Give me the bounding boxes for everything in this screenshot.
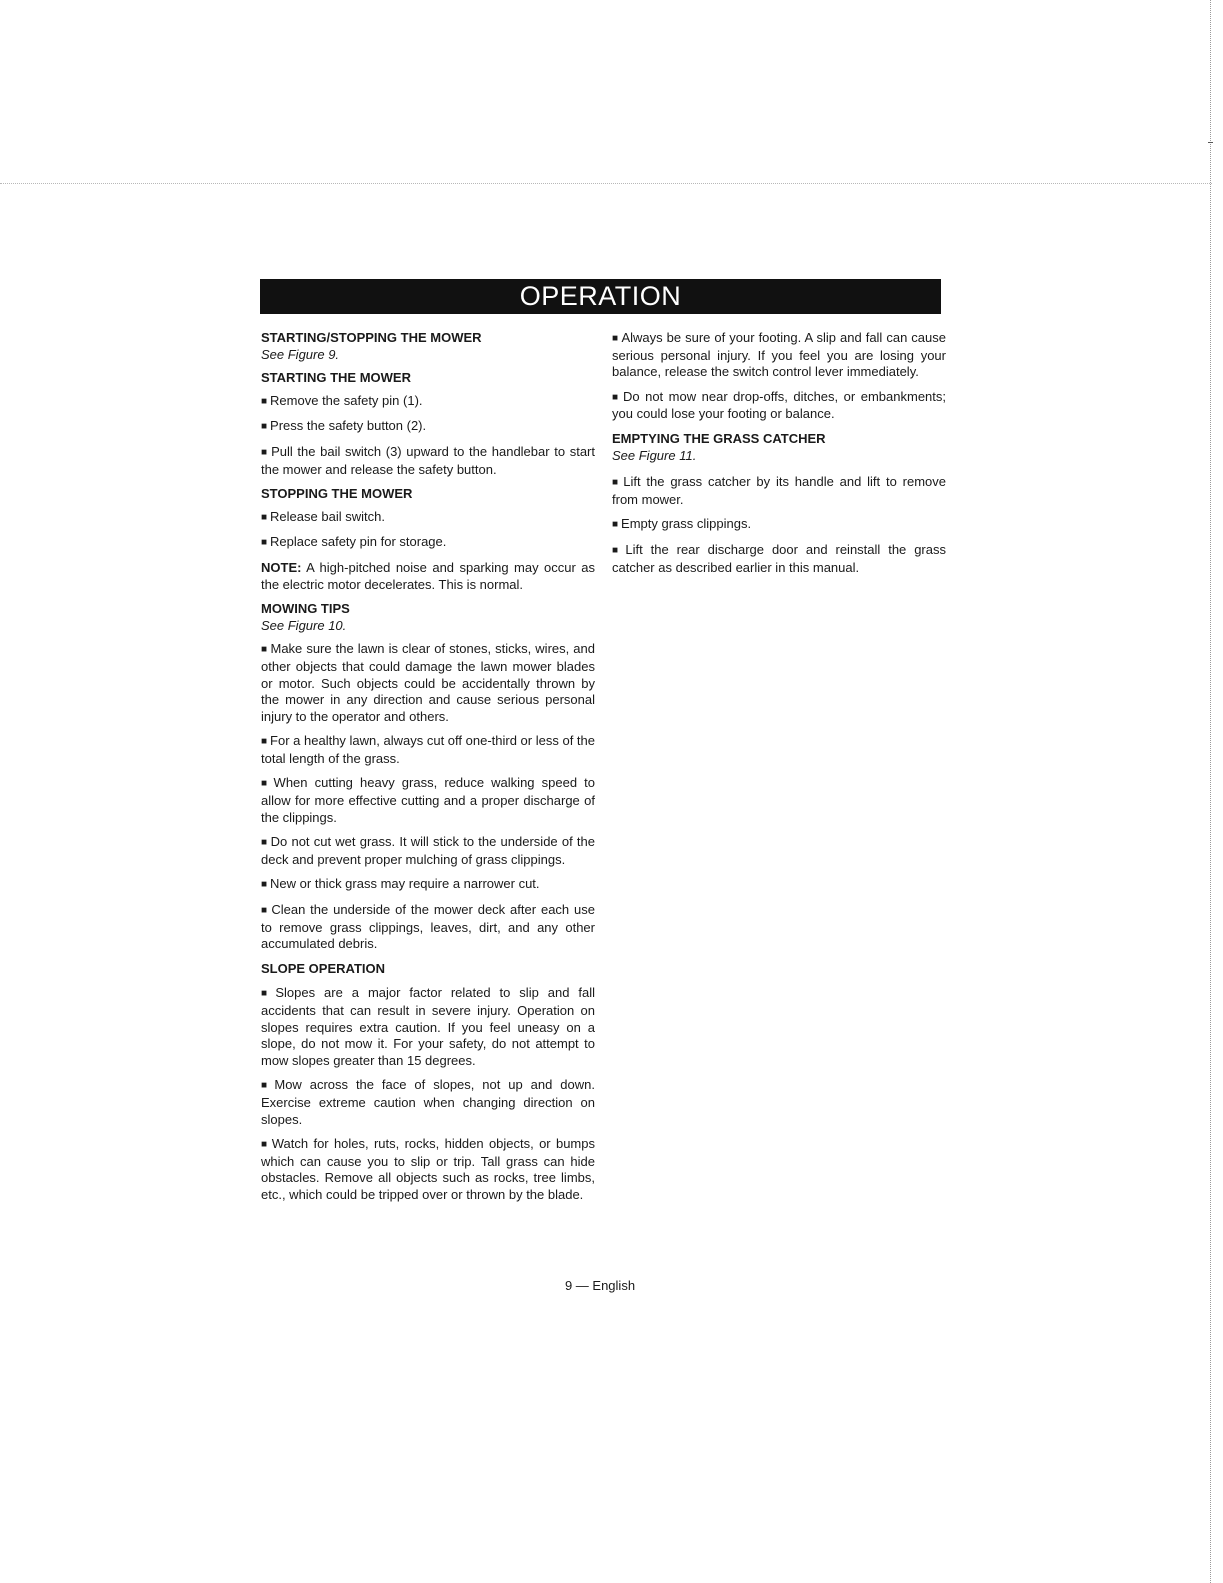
bullet-icon: ■ [261, 421, 268, 433]
bullet-icon: ■ [261, 988, 273, 1000]
bullet-icon: ■ [261, 395, 268, 407]
section-header: OPERATION [260, 279, 941, 314]
bullet-icon: ■ [261, 1080, 272, 1092]
list-item: ■ Do not cut wet grass. It will stick to the underside of the deck and prevent proper mulching of grass clippings. [261, 834, 595, 867]
bullet-icon: ■ [612, 544, 623, 556]
bullet-icon: ■ [261, 1139, 269, 1151]
bullet-icon: ■ [261, 537, 268, 549]
bullet-icon: ■ [612, 391, 620, 403]
list-item: ■ Do not mow near drop-offs, ditches, or embankments; you could lose your footing or balance. [612, 388, 946, 422]
list-item: ■ Release bail switch. [261, 508, 385, 524]
list-item: ■ Empty grass clippings. [612, 516, 752, 532]
section-title-starting-stopping: STARTING/STOPPING THE MOWER [261, 330, 482, 345]
list-item: ■ New or thick grass may require a narrower cut. [261, 876, 540, 892]
list-item: ■ Watch for holes, ruts, rocks, hidden objects, or bumps which can cause you to slip or trip. Tall grass can hide obstacles. Remove all objects such as rocks, tree limbs, etc., which could be tripped over or thrown by the blade. [261, 1136, 595, 1202]
bullet-icon: ■ [261, 778, 271, 790]
list-item: ■ Always be sure of your footing. A slip and fall can cause serious personal injury. If you feel you are losing your balance, release the switch control lever immediately. [612, 330, 946, 380]
list-item: ■ Slopes are a major factor related to slip and fall accidents that can result in severe injury. Operation on slopes requires extra caution. If you feel uneasy on a slope, do not mow it. For your safety, do not attempt to mow slopes greater than 15 degrees. [261, 985, 595, 1068]
note-label: NOTE: [261, 559, 302, 575]
see-figure-10: See Figure 10. [261, 617, 347, 633]
scan-border-right [1210, 0, 1211, 1583]
section-title-slope-operation: SLOPE OPERATION [261, 960, 385, 976]
bullet-icon: ■ [261, 511, 268, 523]
list-item: ■ Make sure the lawn is clear of stones, sticks, wires, and other objects that could damage the lawn mower blades or motor. Such objects could be accidentally thrown by the mower in any direction and cause serious personal injury to the operator and others. [261, 641, 595, 724]
see-figure-11: See Figure 11. [612, 447, 697, 463]
scan-mark [1208, 142, 1213, 143]
bullet-icon: ■ [612, 333, 619, 344]
list-item: ■ Lift the rear discharge door and reinstall the grass catcher as described earlier in this manual. [612, 541, 946, 575]
list-item: ■ Press the safety button (2). [261, 418, 427, 434]
list-item: ■ Clean the underside of the mower deck after each use to remove grass clippings, leaves, dirt, and any other accumulated debris. [261, 902, 596, 952]
section-title-mowing-tips: MOWING TIPS [261, 601, 350, 617]
bullet-icon: ■ [261, 446, 269, 458]
bullet-icon: ■ [261, 905, 269, 917]
subhead-stopping: STOPPING THE MOWER [261, 486, 413, 502]
list-item: ■ Mow across the face of slopes, not up and down. Exercise extreme caution when changing direction on slopes. [261, 1077, 595, 1127]
bullet-icon: ■ [612, 519, 619, 531]
bullet-icon: ■ [261, 879, 268, 891]
bullet-icon: ■ [261, 837, 268, 849]
bullet-icon: ■ [261, 736, 268, 748]
bullet-icon: ■ [261, 644, 268, 656]
list-item: ■ Pull the bail switch (3) upward to the handlebar to start the mower and release the safety button. [261, 443, 595, 477]
bullet-icon: ■ [612, 477, 621, 489]
subhead-starting: STARTING THE MOWER [261, 370, 411, 386]
list-item: ■ Replace safety pin for storage. [261, 534, 447, 550]
list-item: ■ When cutting heavy grass, reduce walking speed to allow for more effective cutting and a proper discharge of the clippings. [261, 775, 595, 825]
section-title-emptying-catcher: EMPTYING THE GRASS CATCHER [612, 430, 826, 446]
right-column [612, 330, 946, 584]
list-item: ■ Remove the safety pin (1). [261, 392, 423, 408]
list-item: ■ For a healthy lawn, always cut off one-third or less of the total length of the grass. [261, 733, 595, 766]
left-column [261, 330, 595, 1212]
note: NOTE: A high-pitched noise and sparking may occur as the electric motor decelerates. This is normal. [261, 559, 595, 592]
page-number: 9 — English [564, 1278, 636, 1293]
see-figure-9: See Figure 9. [261, 346, 340, 362]
list-item: ■ Lift the grass catcher by its handle and lift to remove from mower. [612, 474, 946, 507]
scan-border-top [0, 183, 1212, 184]
